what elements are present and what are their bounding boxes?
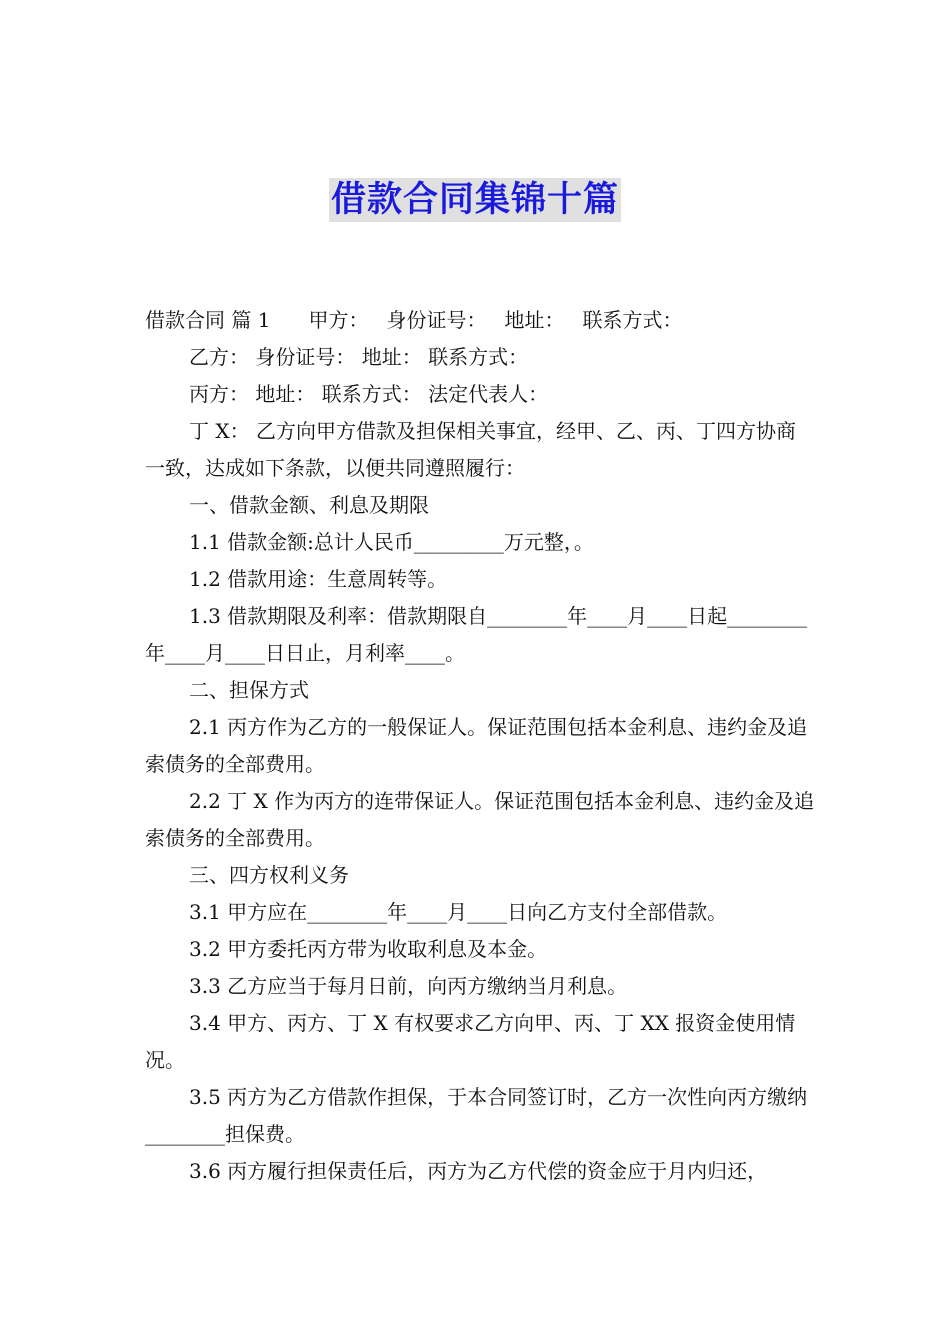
contract-section-label: 借款合同 篇 1	[145, 308, 271, 332]
clause-3-3: 3.3 乙方应当于每月日前，向丙方缴纳当月利息。	[189, 974, 628, 998]
document-title: 借款合同集锦十篇	[330, 180, 619, 220]
id-number-label: 身份证号：	[386, 308, 487, 332]
clause-1-1: 1.1 借款金额:总计人民币_________万元整，。	[189, 530, 594, 554]
clause-1-2: 1.2 借款用途：生意周转等。	[189, 567, 448, 591]
contract-header-line	[145, 302, 815, 339]
paragraph-party-d: 丁 X： 乙方向甲方借款及担保相关事宜，经甲、乙、丙、丁四方协商一致，达成如下条款，以便共同遵照履行：	[145, 419, 796, 480]
title-container	[0, 178, 950, 222]
clause-3-1: 3.1 甲方应在________年____月____日向乙方支付全部借款。	[189, 900, 728, 924]
clause-2-1: 2.1 丙方作为乙方的一般保证人。保证范围包括本金利息、违约金及追索债务的全部费用。	[145, 715, 808, 776]
clause-2-2: 2.2 丁 X 作为丙方的连带保证人。保证范围包括本金利息、违约金及追索债务的全部费用。	[145, 789, 815, 850]
paragraph-party-b: 乙方： 身份证号： 地址： 联系方式：	[189, 345, 529, 369]
party-a-label: 甲方：	[308, 308, 369, 332]
paragraph-party-c: 丙方： 地址： 联系方式： 法定代表人：	[189, 382, 549, 406]
section-heading-2: 二、担保方式	[189, 678, 309, 702]
document-body	[145, 302, 815, 1190]
section-heading-1: 一、借款金额、利息及期限	[189, 493, 429, 517]
clause-3-4: 3.4 甲方、丙方、丁 X 有权要求乙方向甲、丙、丁 XX 报资金使用情况。	[145, 1011, 796, 1072]
clause-3-2: 3.2 甲方委托丙方带为收取利息及本金。	[189, 937, 548, 961]
section-heading-3: 三、四方权利义务	[189, 863, 349, 887]
contact-label: 联系方式：	[582, 308, 683, 332]
clause-1-3: 1.3 借款期限及利率：借款期限自________年____月____日起________年____月____日日止，月利率____。	[145, 604, 808, 665]
address-label: 地址：	[504, 308, 565, 332]
clause-3-6: 3.6 丙方履行担保责任后，丙方为乙方代偿的资金应于月内归还，	[189, 1159, 768, 1183]
clause-3-5: 3.5 丙方为乙方借款作担保，于本合同签订时，乙方一次性向丙方缴纳________担保费。	[145, 1085, 808, 1146]
